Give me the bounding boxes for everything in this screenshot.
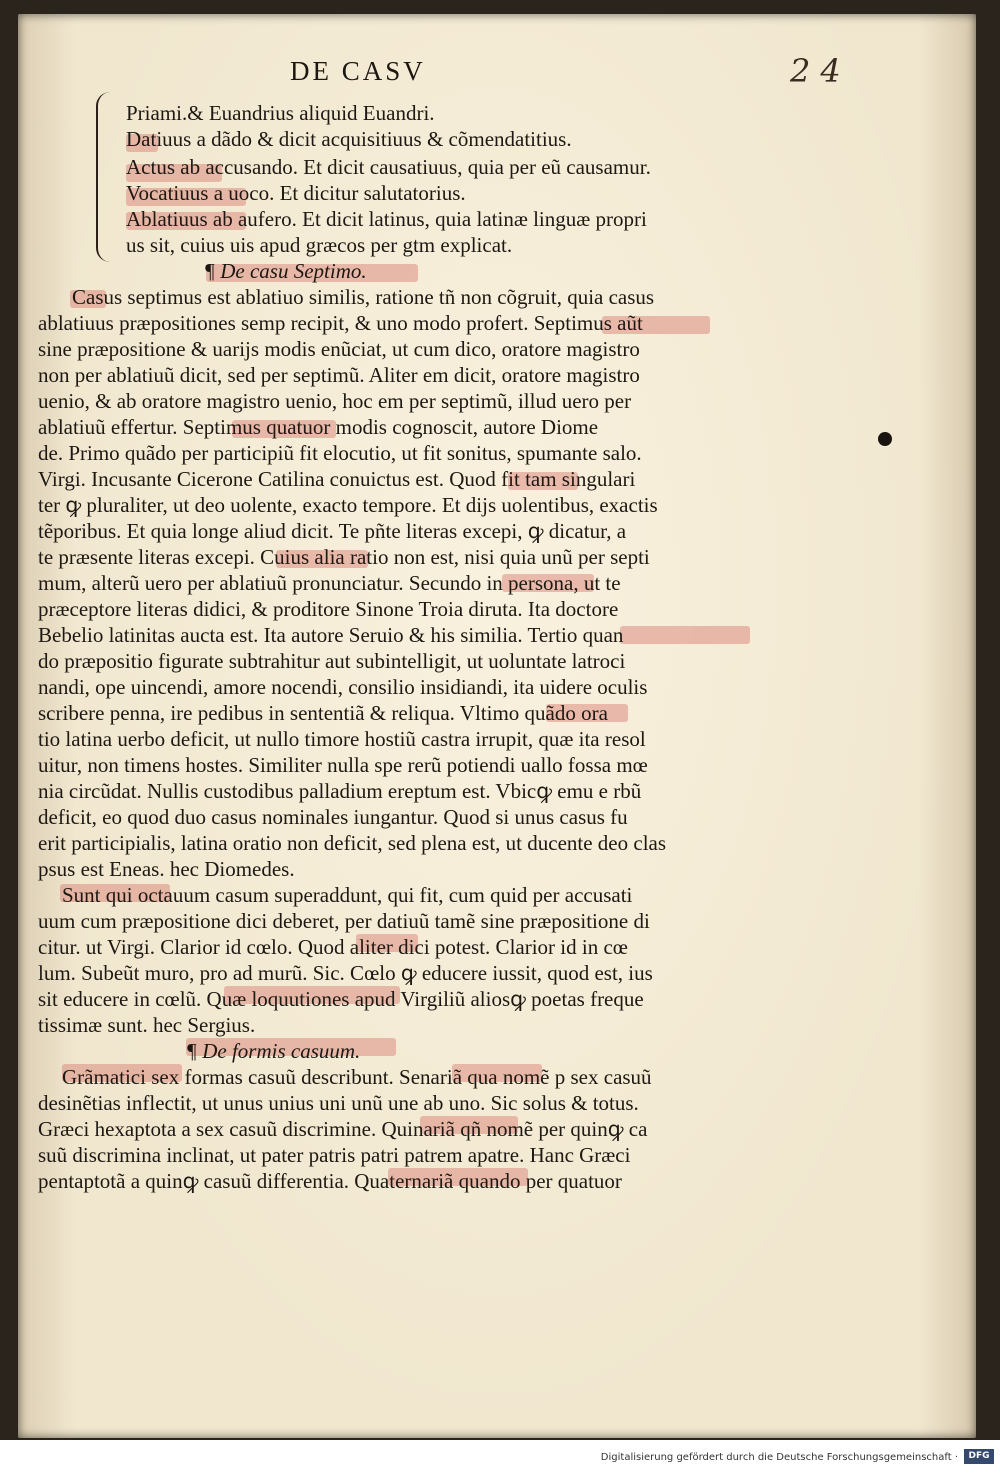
- text-line: Ablatiuus ab aufero. Et dicit latinus, quia latinæ linguæ propri: [126, 207, 647, 231]
- footer-credit: Digitalisierung gefördert durch die Deutsche Forschungsgemeinschaft ·: [600, 1452, 958, 1463]
- dfg-logo[interactable]: DFG: [964, 1449, 994, 1464]
- text-line: ablatiuus præpositiones semp recipit, & uno modo profert. Septimus aũt: [38, 311, 643, 335]
- text-line: Virgi. Incusante Cicerone Catilina conuictus est. Quod fit tam singulari: [38, 467, 636, 491]
- running-header: DE CASV: [290, 56, 426, 86]
- text-line: nandi, ope uincendi, amore nocendi, consilio insidiandi, ita uidere oculis: [38, 675, 648, 699]
- text-line: psus est Eneas. hec Diomedes.: [38, 857, 295, 881]
- text-line: non per ablatiuũ dicit, sed per septimũ. Aliter em dicit, oratore magistro: [38, 363, 640, 387]
- text-line: præceptore literas didici, & proditore Sinone Troia diruta. Ita doctore: [38, 597, 619, 621]
- text-line: sine præpositione & uarijs modis enũciat, ut cum dico, oratore magistro: [38, 337, 640, 361]
- text-line: Casus septimus est ablatiuo similis, ratione tñ non cõgruit, quia casus: [72, 285, 655, 309]
- text-line: mum, alterũ uero per ablatiuũ pronunciatur. Secundo in persona, ut te: [38, 571, 621, 595]
- text-line: uitur, non timens hostes. Similiter nulla spe rerũ potiendi uallo fossa mœ: [38, 753, 648, 777]
- text-line: us sit, cuius uis apud græcos per gtm explicat.: [126, 233, 513, 257]
- text-line: te præsente literas excepi. Cuius alia ratio non est, nisi quia unũ per septi: [38, 545, 650, 569]
- text-line: tissimæ sunt. hec Sergius.: [38, 1013, 256, 1037]
- text-line: deficit, eo quod duo casus nominales iungantur. Quod si unus casus fu: [38, 805, 628, 829]
- text-line: de. Primo quãdo per participiũ fit elocutio, ut fit sonitus, spumante salo.: [38, 441, 642, 465]
- footer-bar: [0, 1440, 1000, 1474]
- text-line: suũ discrimina inclinat, ut pater patris patri patrem apatre. Hanc Græci: [38, 1143, 631, 1167]
- text-line: citur. ut Virgi. Clarior id cœlo. Quod aliter dici potest. Clarior id in cœ: [38, 935, 628, 959]
- text-line: Bebelio latinitas aucta est. Ita autore Seruio & his similia. Tertio quan: [38, 623, 624, 647]
- text-line: nia circũdat. Nullis custodibus palladium ereptum est. Vbicꝙ emu e rbũ: [38, 779, 642, 803]
- text-line: tẽporibus. Et quia longe aliud dicit. Te pñte literas excepi, ꝙ dicatur, a: [38, 519, 627, 543]
- text-line: desinẽtias inflectit, ut unus unius uni unũ une ab uno. Sic solus & totus.: [38, 1091, 639, 1115]
- text-line: ablatiuũ effertur. Septimus quatuor modis cognoscit, autore Diome: [38, 415, 599, 439]
- text-line: Priami.& Euandrius aliquid Euandri.: [126, 101, 435, 125]
- section-heading: ¶ De formis casuum.: [186, 1039, 361, 1063]
- text-line: tio latina uerbo deficit, ut nullo timore hostiũ castra irrupit, quæ ita resol: [38, 727, 646, 751]
- text-line: Sunt qui octauum casum superaddunt, qui fit, cum quid per accusati: [62, 883, 633, 907]
- text-line: uum cum præpositione dici deberet, per datiuũ tamẽ sine præpositione di: [38, 909, 650, 933]
- text-line: pentaptotã a quinꝙ casuũ differentia. Quaternariã quando per quatuor: [38, 1169, 622, 1193]
- text-line: sit educere in cœlũ. Quæ loquutiones apud Virgiliũ aliosꝙ poetas freque: [38, 987, 644, 1011]
- text-line: erit participialis, latina oratio non deficit, sed plena est, ut ducente deo clas: [38, 831, 667, 855]
- text-line: scribere penna, ire pedibus in sententiã & reliqua. Vltimo quãdo ora: [38, 701, 608, 725]
- text-line: Græci hexaptota a sex casuũ discrimine. Quinariã qñ nomẽ per quinꝙ ca: [38, 1117, 648, 1141]
- text-line: Vocatiuus a uoco. Et dicitur salutatorius.: [126, 181, 466, 205]
- text-line: ter ꝙ pluraliter, ut deo uolente, exacto tempore. Et dijs uolentibus, exactis: [38, 493, 658, 517]
- text-line: Actus ab accusando. Et dicit causatiuus, quia per eũ causamur.: [126, 155, 651, 179]
- text-line: uenio, & ab oratore magistro uenio, hoc em per septimũ, illud uero per: [38, 389, 632, 413]
- folio-number: 24: [790, 52, 851, 90]
- text-line: do præpositio figurate subtrahitur aut subintelligit, ut uoluntate latroci: [38, 649, 626, 673]
- text-line: lum. Subeũt muro, pro ad murũ. Sic. Cœlo ꝙ educere iussit, quod est, ius: [38, 961, 653, 985]
- text-line: Datiuus a dãdo & dicit acquisitiuus & cõmendatitius.: [126, 127, 572, 151]
- text-line: Grãmatici sex formas casuũ describunt. Senariã qua nomẽ p sex casuũ: [62, 1065, 652, 1089]
- section-heading: ¶ De casu Septimo.: [204, 259, 367, 283]
